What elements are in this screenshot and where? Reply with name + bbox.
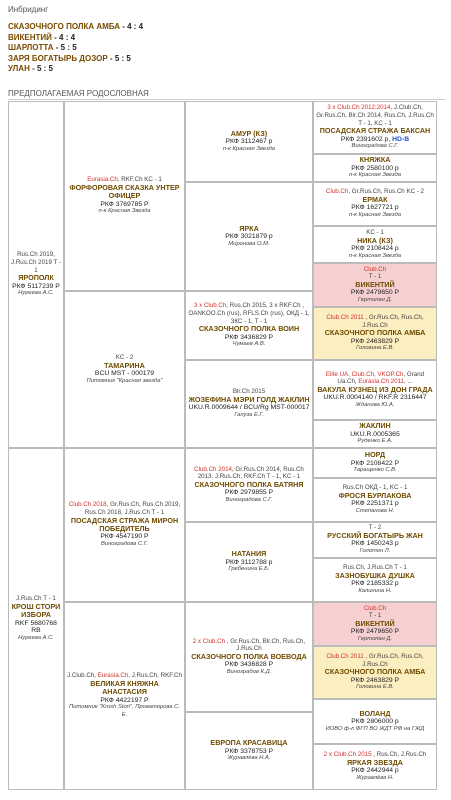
other-titles: , J.Rus.Ch, RKF.Ch — [128, 672, 182, 680]
inbreeding-name: УЛАН — [8, 64, 30, 73]
dog-name[interactable]: ВИКЕНТИЙ — [355, 618, 395, 628]
dog-name[interactable]: ЯРКА — [239, 223, 259, 233]
inbreeding-name: ЗАРЯ БОГАТЫРЬ ДОЗОР — [8, 53, 108, 63]
dog-owner: Головина Е.В. — [356, 345, 394, 352]
dog-owner: п-к Красная Звезда — [222, 145, 276, 152]
dog-owner: Степанова Н. — [355, 508, 395, 514]
dog-reg: РКФ 4422197 Р — [100, 696, 149, 704]
dog-name[interactable]: СКАЗОЧНОГО ПОЛКА АМБА — [324, 667, 426, 677]
club-titles: Club.Ch 2011 — [326, 653, 364, 661]
inbreeding-value: - 4 : 4 — [122, 22, 144, 31]
dog-titles: J.Rus.Ch T - 1 — [16, 595, 56, 603]
g4-cell[interactable] — [313, 558, 437, 602]
dog-titles: Rus.Ch ОКД - 1, KC - 1 — [342, 484, 408, 492]
club-titles: 2 x Club.Ch — [192, 637, 226, 645]
other-titles: , J.Club.Ch, Gr.Rus.Ch, Blr.Ch 2014, Rus.Ch, J.Rus.Ch T - 1, KC - 1 — [316, 104, 434, 127]
club-titles: Club.Ch 2014 — [194, 465, 232, 473]
club-titles: 3 x Club.Ch 2012;2014 — [327, 104, 391, 112]
inbreeding-heading: Инбридинг — [8, 5, 49, 14]
dog-titles — [188, 638, 310, 653]
dog-name[interactable]: СКАЗОЧНОГО ПОЛКА АМБА — [324, 328, 426, 338]
dog-reg: РКФ 3436829 Р — [224, 333, 274, 341]
dog-name[interactable]: НОРД — [364, 450, 386, 460]
dog-name[interactable]: ФРОСЯ БУРЛАКОВА — [338, 491, 412, 500]
dog-owner: Руденко Е.А. — [357, 438, 393, 445]
dog-owner: п-к Красная Звезда — [348, 252, 402, 259]
dog-reg: RKF 5680768 RB — [15, 619, 57, 635]
club-titles: 2 x Club.Ch 2015 — [323, 751, 372, 759]
dog-reg: UKU.R.0004140 / RKF.R 2316447 — [323, 394, 427, 402]
g4-cell[interactable] — [313, 263, 437, 307]
dog-owner: Виноградова С.Г. — [351, 143, 399, 150]
dog-reg: UKU.R.0009644 / BCU/Rg MST-000017 — [188, 404, 310, 412]
dog-reg: РКФ 2251371 р — [351, 500, 399, 508]
other-titles: T - 1 — [368, 273, 382, 281]
dog-reg: РКФ 3769785 Р — [100, 200, 149, 208]
dog-reg: РКФ 4547190 Р — [100, 533, 149, 541]
other-titles: , Gr.Rus.Ch, Rus.Ch 2019, Rus.Ch 2018, J.Rus.Ch T - 1 — [84, 501, 181, 516]
dog-reg: UKU.R.0005365 — [350, 430, 400, 438]
dog-titles — [364, 266, 386, 274]
dog-titles — [316, 314, 434, 329]
inbreeding-name: СКАЗОЧНОГО ПОЛКА АМБА — [8, 22, 120, 31]
dog-reg: РКФ 2479650 Р — [350, 628, 400, 636]
dam-cell[interactable] — [8, 448, 64, 790]
inbreeding-value: - 5 : 5 — [109, 53, 131, 63]
dog-name[interactable]: ЕРМАК — [362, 195, 388, 204]
dog-owner: ИОВО ф-л ФГП ВО ЖДТ РФ на ГЖД — [325, 725, 425, 732]
dog-name[interactable]: ВИКЕНТИЙ — [355, 279, 395, 289]
dog-name[interactable]: ЖАКЛИН — [359, 421, 391, 431]
g4-cell[interactable] — [313, 699, 437, 744]
dog-owner: Калинина Н. — [358, 588, 392, 594]
dog-owner: п-к Красная Звезда — [348, 212, 402, 218]
dog-reg: РКФ 5117239 Р — [12, 282, 60, 290]
g4-cell[interactable] — [313, 646, 437, 699]
dog-titles: KC - 1 — [366, 228, 384, 236]
other-titles: , Gr.Rus.Ch, Blr.Ch, Rus.Ch, J.Rus.Ch — [225, 637, 306, 653]
inbreeding-list — [8, 22, 143, 75]
club-titles: Club.Ch — [363, 265, 387, 273]
other-titles: J.Club.Ch, — [67, 672, 98, 680]
pedigree-title: ПРЕДПОЛАГАЕМАЯ РОДОСЛОВНАЯ — [8, 89, 149, 98]
dog-owner: Таращенко С.В. — [353, 467, 397, 474]
dog-reg: РКФ 3112788 р — [225, 558, 273, 566]
dog-titles: KC - 2 — [115, 353, 134, 361]
dog-owner: п-к Красная Звезда — [348, 172, 402, 179]
dog-titles: Rus.Ch, J.Rus.Ch T - 1 — [343, 564, 407, 572]
dog-titles — [316, 371, 434, 386]
other-titles: , Grand Ua.Ch, — [337, 370, 425, 386]
g3-cell[interactable] — [185, 182, 313, 291]
dog-reg: РКФ 2463829 Р — [350, 337, 400, 345]
dog-name[interactable]: ТАМАРИНА — [104, 360, 145, 370]
dog-owner: Виноградова С.Г. — [101, 541, 148, 547]
dog-titles: T - 2 — [368, 524, 382, 532]
dog-name[interactable]: ЯРОПОЛК — [18, 273, 54, 283]
dog-name[interactable]: КНЯЖКА — [359, 155, 391, 165]
dog-reg: РКФ 2806000 р — [351, 718, 399, 726]
g3-cell[interactable] — [185, 522, 313, 602]
g4-cell[interactable] — [313, 420, 437, 448]
g2-cell[interactable] — [64, 448, 185, 602]
dog-owner: Чумаев А.В. — [232, 341, 266, 348]
dog-owner: Жданова Ю.А. — [355, 401, 395, 408]
other-titles: , Gr.Rus.Ch 2014, Rus.Ch 2013, J.Rus.Ch, RKF.Ch T - 1, KC - 1 — [197, 465, 304, 481]
club-titles: 3 x Club.Ch — [193, 302, 227, 310]
inbreeding-row — [8, 54, 143, 65]
other-titles: , Gr.Rus.Ch, Rus.Ch, J.Rus.Ch — [362, 314, 424, 329]
inbreeding-value: - 5 : 5 — [55, 43, 77, 52]
dog-name[interactable]: АМУР (КЗ) — [230, 128, 268, 138]
dog-owner: Голотон Л. — [359, 548, 391, 554]
club-titles: Club.Ch — [325, 188, 349, 196]
dog-reg: РКФ 2979855 Р — [224, 489, 274, 497]
club-titles: Club.Ch 2011 — [326, 314, 364, 322]
g4-cell[interactable] — [313, 307, 437, 360]
dog-reg: РКФ 2479650 Р — [350, 289, 400, 297]
dog-owner: Гертопан Д. — [357, 635, 393, 642]
g3-cell[interactable] — [185, 291, 313, 360]
g4-cell[interactable] — [313, 360, 437, 420]
g3-cell[interactable] — [185, 602, 313, 712]
other-titles: , Rus.Ch 2015, 3 x RKF.Ch , OANKOO.Ch (rus), RFLS.Ch (rus), ОКД - 1, ЗКС - 1, T - 1 — [188, 302, 310, 325]
dog-reg: РКФ 1627721 р — [351, 204, 399, 212]
dog-owner: Питомник "Krosh Stori", Проваторова С. Е. — [69, 704, 180, 718]
dog-titles — [316, 653, 434, 668]
g3-cell[interactable] — [185, 101, 313, 182]
dog-owner: Виноградова С.Г. — [225, 496, 273, 503]
dog-name[interactable]: СКАЗОЧНОГО ПОЛКА БАТЯНЯ — [194, 479, 304, 489]
g3-cell[interactable] — [185, 360, 313, 448]
g3-cell[interactable] — [185, 712, 313, 790]
other-titles: , RKF.Ch KC - 1 — [117, 176, 162, 184]
dog-name[interactable]: ПОСАДСКАЯ СТРАЖА МИРОН ПОБЕДИТЕЛЬ — [70, 515, 179, 533]
dog-titles: Blr.Ch 2015 — [232, 388, 266, 396]
dog-titles — [364, 605, 386, 613]
inbreeding-value: - 4 : 4 — [54, 32, 76, 42]
dog-owner: Питомник "Красная звезда" — [86, 377, 163, 384]
dog-titles — [188, 302, 310, 325]
g4-cell[interactable] — [313, 101, 437, 154]
other-titles: , Gr.Rus.Ch, Rus.Ch, J.Rus.Ch — [362, 653, 424, 668]
dog-name[interactable]: ЯРКАЯ ЗВЕЗДА — [346, 758, 403, 767]
g4-cell[interactable] — [313, 226, 437, 263]
inbreeding-row — [8, 22, 143, 33]
hd-link[interactable]: HD-B — [392, 135, 410, 143]
sire-cell[interactable] — [8, 101, 64, 448]
club-titles: Eurasia.Ch — [97, 672, 129, 680]
inbreeding-name: ВИКЕНТИЙ — [8, 32, 52, 42]
dog-titles — [67, 501, 182, 516]
dog-owner: Виноградов К.Д. — [226, 668, 272, 675]
dog-titles: Rus.Ch 2019, J.Rus.Ch 2019 T - 1 — [11, 251, 61, 274]
club-titles: Eurasia.Ch — [87, 176, 118, 184]
dog-name[interactable]: ВЕЛИКАЯ КНЯЖНА АНАСТАСИЯ — [90, 679, 159, 697]
dog-owner: Журавлёва Н. — [356, 775, 394, 781]
dog-name[interactable]: ЖОЗЕФИНА МЭРИ ГОЛД ЖАКЛИН — [188, 395, 310, 404]
dog-name[interactable]: КРОШ СТОРИ ИЗБОРА — [11, 602, 61, 620]
dog-titles — [188, 466, 310, 481]
g4-cell[interactable] — [313, 478, 437, 522]
other-titles: , Rus.Ch, J.Rus.Ch — [371, 751, 427, 759]
g4-cell[interactable] — [313, 744, 437, 790]
g2-cell[interactable] — [64, 602, 185, 790]
g4-cell[interactable] — [313, 448, 437, 478]
club-titles: Elite UA, Club.Ch, VKOP.Ch — [325, 370, 404, 378]
dog-reg: РКФ 2391602 р, — [340, 135, 391, 143]
g4-cell[interactable] — [313, 522, 437, 558]
dog-name[interactable]: НИКА (КЗ) — [357, 235, 393, 245]
dog-owner: п-к Красная Звезда — [98, 208, 151, 215]
inbreeding-row — [8, 43, 143, 54]
g4-cell[interactable] — [313, 154, 437, 182]
dog-reg: РКФ 2108424 р — [351, 244, 399, 252]
g2-cell[interactable] — [64, 291, 185, 448]
dog-name[interactable]: РУССКИЙ БОГАТЫРЬ ЖАН — [327, 531, 423, 540]
g3-cell[interactable] — [185, 448, 313, 522]
club-titles: Eurasia.Ch 2011 — [358, 378, 404, 386]
dog-owner: Головина Е.В. — [356, 684, 394, 691]
g2-cell[interactable] — [64, 101, 185, 291]
dog-owner: Журавлёва Н.А. — [227, 755, 271, 762]
dog-reg: РКФ 3021879 р — [225, 233, 273, 241]
inbreeding-value: - 5 : 5 — [32, 64, 53, 73]
dog-reg: РКФ 2463829 Р — [350, 676, 400, 684]
dog-name[interactable]: ПОСАДСКАЯ СТРАЖА БАКСАН — [319, 126, 431, 136]
dog-reg: РКФ 3112467 р — [225, 138, 273, 146]
dog-name[interactable]: СКАЗОЧНОГО ПОЛКА ВОЕВОДА — [191, 651, 307, 661]
dog-name[interactable]: ФОРФОРОВАЯ СКАЗКА УНТЕР ОФИЦЕР — [69, 182, 180, 201]
dog-reg: РКФ 2185332 р — [351, 580, 399, 588]
dog-name[interactable]: СКАЗОЧНОГО ПОЛКА ВОИН — [198, 324, 300, 334]
club-titles: Club.Ch — [363, 604, 387, 612]
dog-reg: РКФ 2442944 р — [351, 767, 399, 775]
dog-owner: Галуза Е.Г. — [234, 412, 264, 418]
dog-reg: РКФ 3378753 Р — [224, 747, 274, 755]
g4-cell[interactable] — [313, 182, 437, 226]
dog-reg: РКФ 2580100 р — [351, 164, 399, 172]
dog-owner: Нуреева А.С. — [18, 635, 54, 641]
dog-titles — [316, 104, 434, 127]
pedigree-divider — [8, 99, 445, 100]
dog-name[interactable]: ВАКУЛА КУЗНЕЦ ИЗ ДОН ГРАДА — [317, 384, 433, 394]
dog-owner: Миронова О.М. — [228, 240, 270, 247]
dog-reg-line — [341, 136, 409, 144]
inbreeding-row — [8, 64, 143, 75]
dog-reg: BCU MST - 000179 — [94, 369, 155, 377]
dog-owner: Гребенина Е.Б. — [228, 566, 270, 573]
dog-reg: РКФ 3436828 Р — [224, 661, 274, 669]
dog-owner: Нуреева А.С. — [18, 290, 54, 297]
dog-name[interactable]: ЕВРОПА КРАСАВИЦА — [210, 738, 288, 748]
other-titles: , ... — [404, 378, 413, 386]
dog-reg: РКФ 2108422 Р — [350, 459, 400, 467]
dog-name[interactable]: НАТАНИЯ — [231, 549, 267, 559]
g4-cell[interactable] — [313, 602, 437, 646]
club-titles: Club.Ch 2018 — [68, 501, 107, 509]
dog-owner: Гертопан Д. — [357, 296, 393, 303]
other-titles: T - 1 — [368, 612, 382, 620]
other-titles: , Gr.Rus.Ch, Rus.Ch KC - 2 — [348, 188, 424, 196]
inbreeding-name: ШАРЛОТТА — [8, 43, 54, 52]
dog-reg: РКФ 1450243 р — [351, 540, 399, 548]
dog-name[interactable]: ВОЛАНД — [359, 708, 391, 718]
inbreeding-row — [8, 33, 143, 44]
dog-name[interactable]: ЗАЗНОБУШКА ДУШКА — [335, 571, 415, 580]
